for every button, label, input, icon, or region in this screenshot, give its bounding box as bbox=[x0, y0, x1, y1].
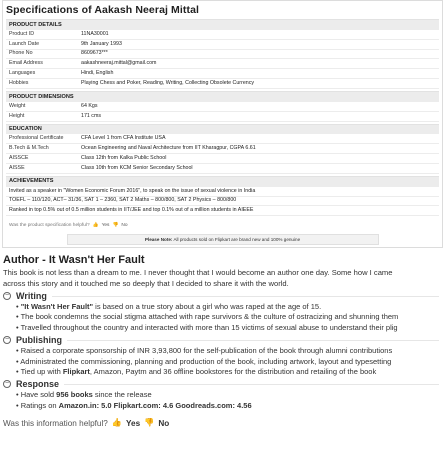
spec-helpful-row bbox=[6, 216, 439, 231]
table-row: Weight 64 Kgs bbox=[6, 102, 439, 111]
section-education: EDUCATION bbox=[6, 124, 439, 135]
list-item: • Have sold 956 books since the release bbox=[16, 390, 443, 400]
response-header[interactable] bbox=[3, 378, 443, 390]
achievement-item: Invited as a speaker in "Women Economic Forum 2016", to speak on the issue of sexual violence in India bbox=[6, 187, 439, 197]
section-product-details: PRODUCT DETAILS bbox=[6, 19, 439, 30]
table-row: AISSE Class 10th from KCM Senior Secondary School bbox=[6, 164, 439, 174]
list-item: • Tied up with Flipkart, Amazon, Paytm and 36 offline bookstores for the distribution and retailing of the book bbox=[16, 367, 443, 377]
thumbs-up-icon[interactable]: 👍 bbox=[92, 223, 99, 229]
table-row: Hobbies Playing Chess and Poker, Reading, Writing, Collecting Obsolete Currency bbox=[6, 79, 439, 89]
dimensions-table bbox=[6, 102, 439, 122]
table-row: Professional Certificate CFA Level 1 from CFA Institute USA bbox=[6, 134, 439, 143]
list-item: • Travelled throughout the country and interacted with more than 15 victims of sexual abuse to understand their plig bbox=[16, 323, 443, 333]
author-title: Author - It Wasn't Her Fault bbox=[3, 254, 145, 266]
table-row: Launch Date 9th January 1993 bbox=[6, 39, 439, 49]
author-helpful-question: Was this information helpful? bbox=[3, 418, 108, 428]
response-label: Response bbox=[16, 379, 60, 390]
spec-no-button[interactable]: No bbox=[121, 223, 128, 229]
note-bar bbox=[67, 234, 379, 245]
writing-list bbox=[3, 302, 443, 333]
table-row: Height 171 cms bbox=[6, 111, 439, 121]
product-details-table bbox=[6, 30, 439, 89]
author-yes-button[interactable]: Yes bbox=[126, 418, 141, 428]
list-item: • The book condemns the social stigma attached with rape survivors & the culture of ostracizing and shunning them bbox=[16, 312, 443, 322]
list-item: • Ratings on Amazon.in: 5.0 Flipkart.com: 4.6 Goodreads.com: 4.56 bbox=[16, 401, 443, 411]
table-row: Languages Hindi, English bbox=[6, 69, 439, 79]
divider bbox=[64, 384, 439, 385]
collapse-icon[interactable]: − bbox=[4, 380, 10, 388]
section-product-dimensions: PRODUCT DIMENSIONS bbox=[6, 91, 439, 102]
collapse-icon[interactable]: − bbox=[4, 292, 10, 299]
table-row: Email Address aakashneeraj.mittal@gmail.com bbox=[6, 59, 439, 69]
response-list bbox=[3, 390, 443, 411]
thumbs-down-icon[interactable]: 👎 bbox=[112, 223, 119, 229]
list-item: • Administrated the commissioning, planning and production of the book, including artwork, layout and typesetting bbox=[16, 357, 443, 367]
table-row: Product ID 11NA30001 bbox=[6, 30, 439, 39]
note-text: All products sold on Flipkart are brand new and 100% genuine bbox=[172, 237, 301, 243]
divider bbox=[67, 340, 439, 341]
author-helpful-row bbox=[3, 418, 443, 428]
spec-helpful-question: Was the product specification helpful? bbox=[9, 223, 90, 229]
spec-title: Specifications of Aakash Neeraj Mittal bbox=[6, 4, 200, 16]
spec-yes-button[interactable]: Yes bbox=[101, 223, 110, 229]
author-no-button[interactable]: No bbox=[158, 418, 170, 428]
collapse-icon[interactable]: − bbox=[4, 336, 10, 344]
note-bold: Please Note: bbox=[144, 237, 173, 243]
writing-header[interactable] bbox=[3, 290, 443, 302]
divider bbox=[52, 296, 439, 297]
thumbs-down-icon[interactable]: 👎 bbox=[144, 418, 155, 428]
list-item: • Raised a corporate sponsorship of INR 3,93,800 for the self-publication of the book through alumni contributions bbox=[16, 346, 443, 356]
section-achievements: ACHIEVEMENTS bbox=[6, 176, 439, 187]
achievement-item: Ranked in top 0.5% out of 0.5 million students in IIT/JEE and top 0.1% out of a million students in AIEEE bbox=[6, 206, 439, 216]
list-item: • "It Wasn't Her Fault" is based on a true story about a girl who was raped at the age of 15. bbox=[16, 302, 443, 312]
author-section bbox=[3, 254, 443, 428]
education-table bbox=[6, 134, 439, 174]
publishing-header[interactable] bbox=[3, 334, 443, 346]
author-intro-line-2: across this story and it touched me so deeply that I decided to share it with the world. bbox=[3, 278, 289, 288]
author-intro-line-1: This book is not less than a dream to me. I never thought that I would become an author one day. Some how I came bbox=[3, 268, 393, 277]
table-row: Phone No 8609673*** bbox=[6, 49, 439, 59]
table-row: B.Tech & M.Tech Ocean Engineering and Naval Architecture from IIT Kharagpur, CGPA 6.61 bbox=[6, 144, 439, 154]
writing-label: Writing bbox=[16, 291, 47, 301]
table-row: AISSCE Class 12th from Kalka Public School bbox=[6, 154, 439, 164]
specifications-card bbox=[2, 0, 443, 248]
publishing-list bbox=[3, 346, 443, 377]
achievement-item: TOEFL – 110/120, ACT– 31/36, SAT 1 – 2360, SAT 2 Maths – 800/800, SAT 2 Physics – 800/800 bbox=[6, 197, 439, 207]
thumbs-up-icon[interactable]: 👍 bbox=[111, 418, 123, 428]
publishing-label: Publishing bbox=[16, 335, 62, 346]
